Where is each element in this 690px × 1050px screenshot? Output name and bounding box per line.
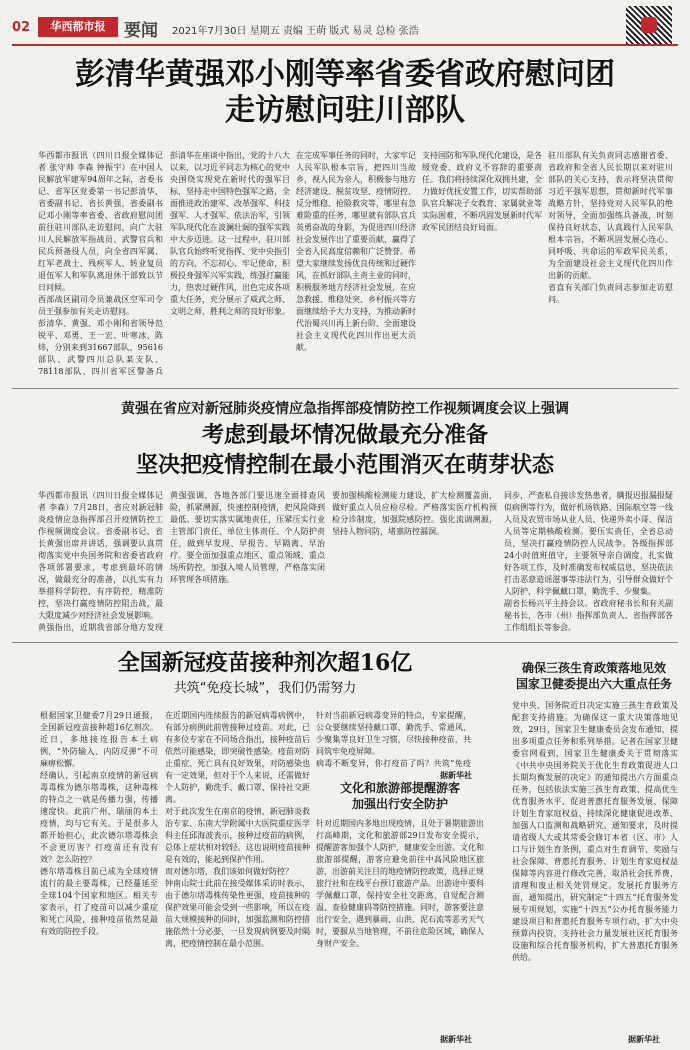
story5-body: 党中央、国务院近日决定实施三孩生育政策及配套支持措施。为确保这一重大决策落地见效，29日，国家卫生健康委员会发布通知，提出多项重点任务和系列举措。记者在国家卫健委官网看到，国家卫生健康委关于贯彻落实《中共中央国务院关于优化生育政策促进人口长期均衡发展的决定》的通知提出六方面重点任务，包括依法实施三孩生育政策、提高优生优育服务水平、促进普惠托育服务发展、保障计划生育家庭权益、持续深化健康促进改革、加强人口监测和战略研究。通知要求，及时提请省级人大或其常委会修订本省（区、市）人口与计划生育条例，重点对生育调节、奖励与社会保障、普惠托育服务、计划生育家庭权益保障等内容进行修改完善，取消社会抚养费，清理和废止相关处罚规定。发展托育服务方面，通知提出，研究制定“十四五”托育服务发展专项规划，实施“十四五”公办托育服务能力建设项目和普惠托育服务专项行动，扩大中央预算内投资，支持社会力量发展社区托育服务设施和综合托育服务机构，扩大普惠托育服务供给。 bbox=[512, 701, 678, 962]
story3-col2 bbox=[165, 710, 310, 1040]
story3-col3 bbox=[316, 710, 471, 768]
story1-p6: 支持国防和军队现代化建设，是各级党委、政府义不容辞的重要责任。我们将持续深化双拥共建，全力做好优抚安置工作，切实帮助部队官兵解决子女教育、家属就业等实际困难，不断巩固发展新时代军政军民团结良好局面。 bbox=[422, 151, 542, 232]
story1-p7: 驻川部队有关负责同志感谢省委、省政府和全省人民长期以来对驻川部队的关心支持，表示将坚决贯彻习近平强军思想，贯彻新时代军事战略方针，坚持党对人民军队的绝对领导，全面加强练兵备战，时刻保持良好状态，认真践行人民军队根本宗旨，不断巩固发展心连心、同呼吸、共命运的军政军民关系，为全面建设社会主义现代化四川作出新的贡献。 bbox=[548, 151, 673, 280]
story3-p9: 病毒不断变异，你打疫苗了吗？共筑“免疫 bbox=[316, 759, 471, 768]
story5-signature: 据新华社 bbox=[628, 1035, 660, 1044]
masthead-rule bbox=[12, 44, 678, 46]
story3-p5: 对于此次发生在南京的疫情，新冠肺炎救治专家、东南大学附属中大医院重症医学科主任邱海波表示，接种过疫苗的病例，总体上症状相对较轻。这也说明疫苗接种是有效的，能起到保护作用。 bbox=[165, 807, 310, 864]
story2-col1 bbox=[38, 490, 163, 632]
divider-2 bbox=[12, 642, 678, 643]
page-number: 02 bbox=[12, 20, 31, 35]
story2-title-line1: 考虑到最坏情况做最充分准备 bbox=[201, 422, 488, 448]
story1-p3: 彭清华、黄强、邓小刚和省领导范锐平、邓勇、王一宏、叶寒冰、陈炜，分别来到31667部队、95616部队、武警四川总队某支队、78118部队、四川省军区警备兵 bbox=[38, 319, 163, 375]
story2-p6: 副省长杨兴平主持会议。省政府秘书长和有关副秘书长，各市（州）指挥部负责人、省指挥部各工作组组长等参会。 bbox=[504, 599, 673, 632]
story3-p1: 根据国家卫健委7月29日通报，全国新冠疫苗接种超16亿剂次。近日，多地接连报告本土病例，“外防输入、内防反弹”不可麻痹松懈。 bbox=[40, 711, 158, 768]
app-logo-icon bbox=[641, 17, 657, 33]
story2-title-line2: 坚决把疫情控制在最小范围消灭在萌芽状态 bbox=[135, 452, 554, 478]
story4-title-line1: 文化和旅游部提醒游客 bbox=[339, 781, 460, 795]
story2-lead: 华西都市报讯（四川日报全媒体记者 李森）7月28日，省应对新冠肺炎疫情应急指挥部召开疫情防控工作视频调度会议。省委副书记、省长黄强出席并讲话，强调要认真贯彻落实党中央国务院和省委省政府各项部署要求，考虑到最坏的情况，做最充分的准备，以扎实有力举措科学防控，有序防控，精准防控，坚决打赢疫情防控阻击战，最大限度减少对经济社会发展影响。 bbox=[38, 491, 163, 620]
story3-p3: 德尔塔毒株目前已成为全球疫情流行的最主要毒株，已经蔓延至全球104个国家和地区。相关专家表示，打了疫苗可以减少重症和死亡风险，接种疫苗依然是最有效的防控手段。 bbox=[40, 867, 158, 936]
story2-col2 bbox=[170, 490, 325, 632]
story2-p2: 黄强指出，近期我省部分地方发现 bbox=[38, 623, 163, 632]
story1-col5 bbox=[548, 150, 673, 375]
story3-subtitle: 共筑“免疫长城”，我们仍需努力 bbox=[173, 681, 357, 696]
story1-p5: 在完成军事任务的同时，大家牢记人民军队根本宗旨，把四川当故乡，视人民为亲人，积极参与地方经济建设、脱贫攻坚、疫情防控、反分维稳、抢险救灾等，哪里有急难险重的任务，哪里就有部队官兵英勇奋战的身影，为促进四川经济社会发展作出了重要贡献，赢得了全省人民高度信赖和广泛赞誉。希望大家继续发扬优良传统和过硬作风，在抓好部队主责主业的同时，积极服务地方经济社会发展，在应急救援、维稳处突、乡村振兴等方面继续给予大力支持，为推动新时代治蜀兴川再上新台阶、全面建设社会主义现代化四川作出更大贡献。 bbox=[296, 151, 416, 352]
story3-p4: 在近期国内连续报告的新冠病毒病例中，有部分病例此前曾接种过疫苗。对此，已有多位专家在不同场合指出，接种疫苗后依然可能感染，即突破性感染。疫苗对防止重症、死亡具有良好效果，对防感染也有一定效果，但对于个人来说，还需做好个人防护，勤洗手、戴口罩、保持社交距离。 bbox=[165, 711, 310, 804]
story2-col3 bbox=[332, 490, 497, 632]
story4-signature: 据新华社 bbox=[440, 1035, 472, 1044]
story2-kicker: 黄强在省应对新冠肺炎疫情应急指挥部疫情防控工作视频调度会议上强调 bbox=[121, 401, 569, 417]
story2-col4 bbox=[504, 490, 673, 632]
story1-p4: 彭清华在座谈中指出，党的十八大以来，以习近平同志为核心的党中央围绕实现党在新时代的强军目标，坚持走中国特色强军之路，全面推进政治建军、改革强军、科技强军、人才强军、依法治军，引领军队现代化在波澜壮阔的强军实践中大步迈进。这一过程中，驻川部队官兵始终听党指挥、党中央指引的方向，不忘初心、牢记使命，积极投身强军兴军实践，练强打赢能力，热衷过硬作风，出色完成各项重大任务，充分展示了威武之师、文明之师，胜利之师的良好形象。 bbox=[170, 151, 290, 316]
story3-title: 全国新冠疫苗接种剂次超16亿 bbox=[117, 650, 413, 676]
story3-p8: 针对当前新冠病毒变异的特点，专家提醒，公众要继续坚持戴口罩、勤洗手、常通风、少聚集等良好卫生习惯，尽快接种疫苗，共同筑牢免疫屏障。 bbox=[316, 711, 471, 756]
story1-p8: 省直有关部门负责同志参加走访慰问。 bbox=[548, 283, 673, 304]
story3-p6: 而对德尔塔，我们该如何做好防控？ bbox=[165, 867, 293, 876]
story5-title-line2: 国家卫健委提出六大重点任务 bbox=[515, 677, 672, 691]
issue-info: 2021年7月30日 星期五 责编 王萌 版式 易灵 总检 张浩 bbox=[172, 26, 419, 37]
story2-p4: 要加强核酸检测能力建设，扩大检测覆盖面，做好重点人员应检尽检。严格落实医疗机构预检分诊制度，加强院感防控。强化流调溯源，坚持人物同防，堵塞防控漏洞。 bbox=[332, 491, 497, 536]
story3-signature: 据新华社 bbox=[440, 771, 472, 780]
qr-code-icon[interactable] bbox=[626, 6, 672, 44]
story1-title-line2: 走访慰问驻川部队 bbox=[225, 93, 465, 128]
story3-col1 bbox=[40, 710, 158, 1040]
story4-body: 针对近期国内多地出现疫情，且处于暑期旅游出行高峰期，文化和旅游部29日发布安全提示，提醒游客加强个人防护，健康安全出游。文化和旅游部提醒，游客应避免前往中高风险地区旅游，出游前关注目的地疫情防控政策，选择正规旅行社和在线平台预订旅游产品。出游途中要科学佩戴口罩，保持安全社交距离，自觉配合测温、查验健康码等防控措施。同时，游客要注意出行安全，遇到暴雨、山洪、泥石流等恶劣天气时，要服从当地管理，不前往危险区域，确保人身财产安全。 bbox=[316, 819, 484, 948]
story2-p3: 黄强强调，各地各部门要迅速全面排查风险，抓紧溯源，快速控制疫情，把风险降到最低。要切实落实属地责任，压紧压实行业主管部门责任、单位主体责任、个人防护责任，做到早发现、早报告、早隔离、早治疗。要全面加强重点地区、重点领域、重点场所防控，加强入境人员管理，严格落实闭环管理各项措施。 bbox=[170, 491, 325, 584]
story3-p2: 经确认，引起南京疫情的新冠病毒毒株为德尔塔毒株，这种毒株的特点之一就是传播力强，传播速度快。此前广州、瑞丽的本土疫情，均与它有关。于是很多人都开始担心，此次德尔塔毒株会不会更厉害？打疫苗还有没有效？怎么防控？ bbox=[40, 771, 158, 864]
story1-col3 bbox=[296, 150, 416, 375]
story1-p2: 西部战区副司令员兼战区空军司令员王强参加有关走访慰问。 bbox=[38, 295, 163, 316]
story1-col2 bbox=[170, 150, 290, 375]
story1-lead: 华西都市报讯（四川日报全媒体记者 张守帅 李森 钟振宇）在中国人民解放军建军94周年之际，省委书记、省军区党委第一书记彭清华，省委副书记、省长黄强，省委副书记邓小刚等率省委、省政府慰问团前往驻川部队走访慰问，向广大驻川人民解放军指战员、武警官兵和民兵预备役人员，向全省四军属、红军老战士、残疾军人、转业复员退伍军人和军队离退休干部致以节日问候。 bbox=[38, 151, 163, 292]
divider-1 bbox=[12, 388, 678, 389]
story1-col1 bbox=[38, 150, 163, 375]
paper-logo: 华西都市报 bbox=[38, 17, 118, 37]
story1-col4 bbox=[422, 150, 542, 375]
masthead bbox=[0, 0, 690, 44]
story5-title-line1: 确保三孩生育政策落地见效 bbox=[521, 661, 666, 675]
story1-title-line1: 彭清华黄强邓小刚等率省委省政府慰问团 bbox=[75, 57, 615, 92]
section-name: 要闻 bbox=[124, 21, 158, 41]
story4-title-line2: 加强出行安全防护 bbox=[351, 797, 448, 811]
story3-p7: 钟南山院士此前在接受媒体采访时表示，由于德尔塔毒株传染性更强，疫苗接种的保护效果可能会受到一些影响，所以在疫苗大规模接种的同时，加强监测和防控措施依然十分必要，一旦发现病例要及时隔离，把疫情控制在最小范围。 bbox=[165, 879, 310, 948]
story2-p5: 同步，严查私自接诊发热患者，瞒报迟报漏报疑似病例等行为，做好机场铁路、国际航空等一线人员及农贸市场从业人员、快递外卖小哥、保洁人员等定期核酸检测。要压实责任，全省总动员，坚决打赢疫情防控人民战争。各级指挥部24小时值班值守，主要领导亲自调度，扎实做好各项工作，及时准确发布权威信息，坚决依法打击恶意造谣滋事等违法行为，引导群众做好个人防护，科学佩戴口罩，勤洗手、少聚集。 bbox=[504, 491, 673, 596]
